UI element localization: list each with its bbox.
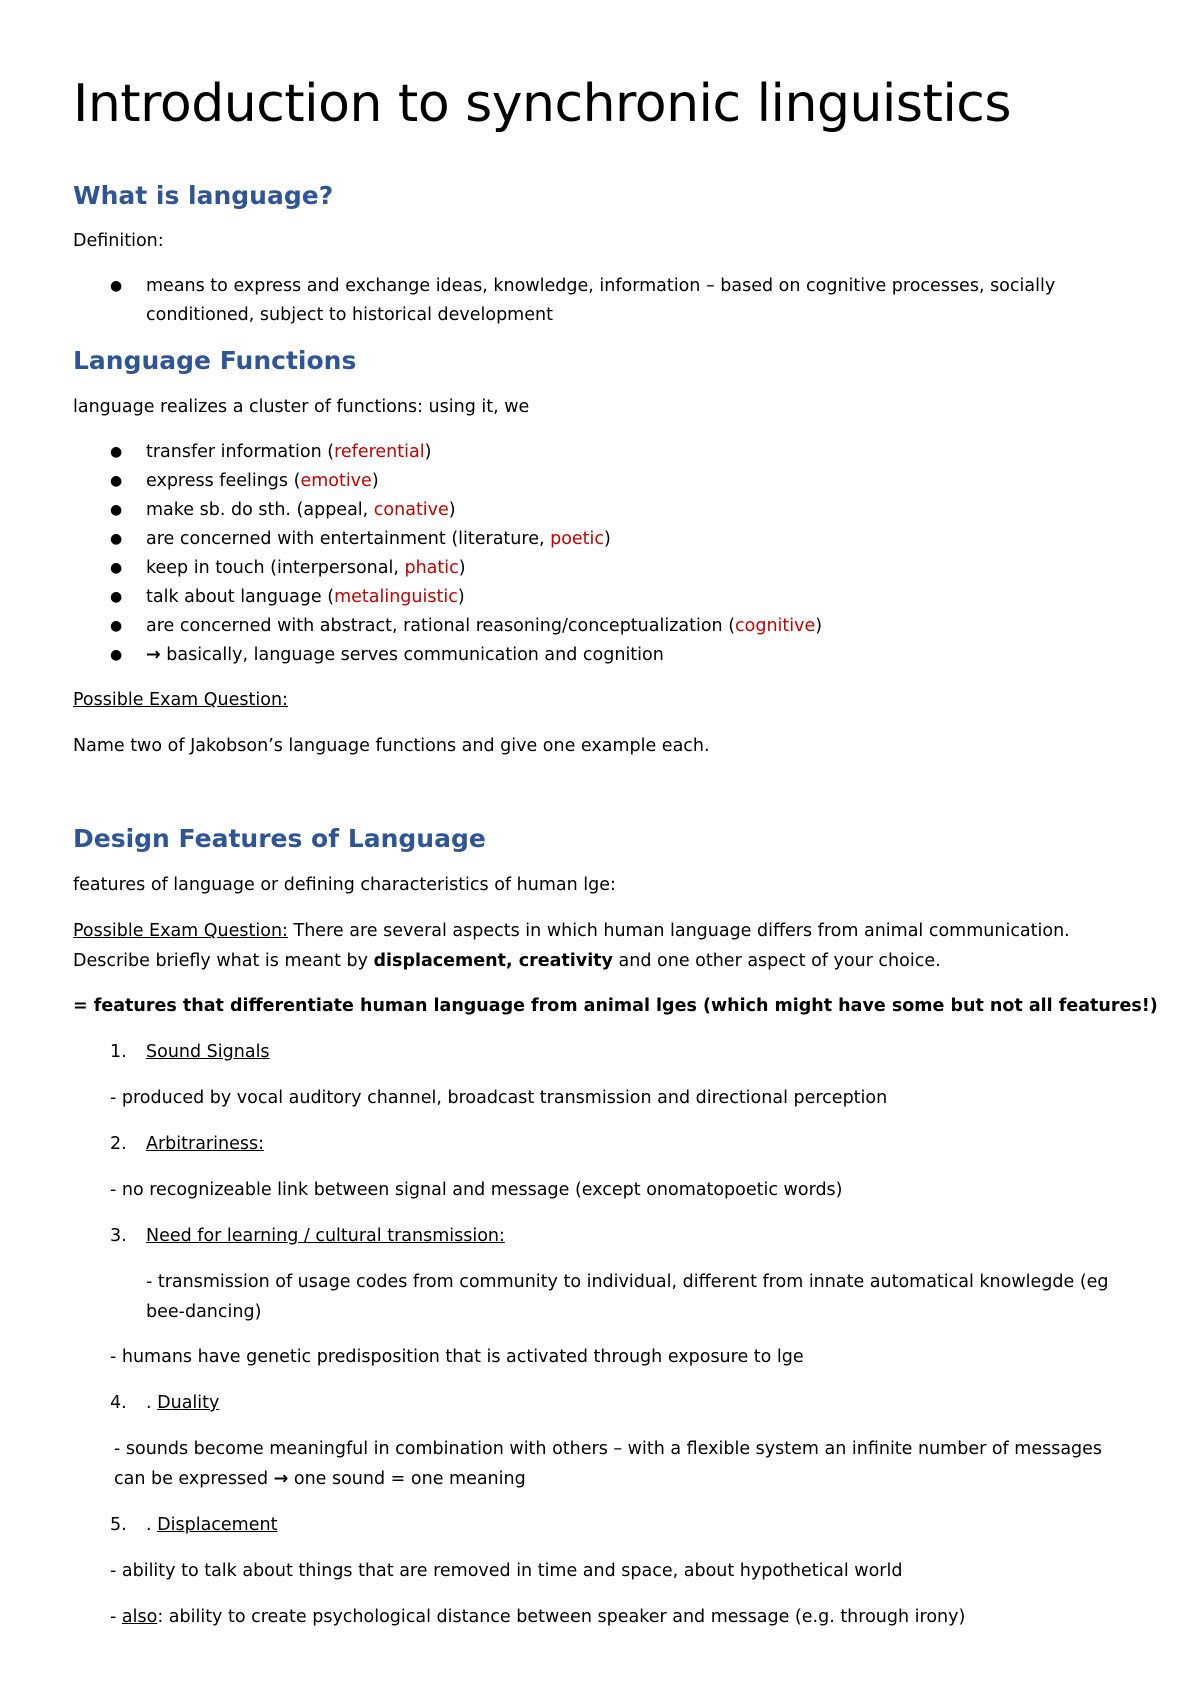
feature-2-desc: - no recognizeable link between signal and message (except onomatopoetic words): [110, 1180, 843, 1200]
exam-question-2-line-2: Describe briefly what is meant by displacement, creativity and one other aspect of your choice.: [73, 951, 941, 971]
feature-cultural-transmission: Need for learning / cultural transmission:: [146, 1226, 505, 1246]
list-number: 5.: [110, 1515, 127, 1535]
definition-label: Definition:: [73, 231, 164, 251]
heading-what-is-language: What is language?: [73, 181, 334, 210]
list-number: 2.: [110, 1134, 127, 1154]
exam-question-label: Possible Exam Question:: [73, 690, 288, 710]
feature-1-desc: - produced by vocal auditory channel, broadcast transmission and directional perception: [110, 1088, 888, 1108]
feature-sound-signals: Sound Signals: [146, 1042, 270, 1062]
bullet-icon: ●: [110, 589, 123, 605]
arrow-right-icon: →: [273, 1469, 289, 1489]
feature-5-desc-1: - ability to talk about things that are removed in time and space, about hypothetical world: [110, 1561, 903, 1581]
feature-3-desc-line-2: bee-dancing): [146, 1302, 262, 1322]
feature-4-desc-line-1: - sounds become meaningful in combination with others – with a flexible system an infinite number of messages: [114, 1439, 1103, 1459]
feature-3-desc-line-1: - transmission of usage codes from community to individual, different from innate automatical knowlegde (eg: [146, 1272, 1109, 1292]
bullet-icon: ●: [110, 618, 123, 634]
bullet-icon: ●: [110, 502, 123, 518]
feature-duality: . Duality: [146, 1393, 220, 1413]
function-item: express feelings (emotive): [146, 471, 379, 491]
list-number: 3.: [110, 1226, 127, 1246]
feature-5-desc-2: - also: ability to create psychological distance between speaker and message (e.g. through irony): [110, 1607, 966, 1627]
functions-intro: language realizes a cluster of functions: using it, we: [73, 397, 530, 417]
function-item: are concerned with abstract, rational reasoning/conceptualization (cognitive): [146, 616, 823, 636]
feature-arbitrariness: Arbitrariness:: [146, 1134, 264, 1154]
list-number: 1.: [110, 1042, 127, 1062]
heading-design-features: Design Features of Language: [73, 824, 486, 853]
features-statement: = features that differentiate human language from animal lges (which might have some but not all features!): [73, 996, 1158, 1016]
bullet-icon: ●: [110, 473, 123, 489]
page-title: Introduction to synchronic linguistics: [73, 74, 1011, 134]
list-number: 4.: [110, 1393, 127, 1413]
function-item: talk about language (metalinguistic): [146, 587, 465, 607]
bullet-icon: ●: [110, 531, 123, 547]
bullet-icon: ●: [110, 647, 123, 663]
definition-line-1: means to express and exchange ideas, knowledge, information – based on cognitive processes, socially: [146, 276, 1056, 296]
feature-displacement: . Displacement: [146, 1515, 278, 1535]
function-item-summary: → basically, language serves communication and cognition: [146, 645, 664, 665]
design-features-intro: features of language or defining characteristics of human lge:: [73, 875, 616, 895]
feature-4-desc-line-2: can be expressed → one sound = one meaning: [114, 1469, 526, 1489]
arrow-right-icon: →: [146, 645, 161, 665]
exam-question-text: Name two of Jakobson’s language functions and give one example each.: [73, 736, 710, 756]
exam-question-2-line-1: Possible Exam Question: There are several aspects in which human language differs from animal communication.: [73, 921, 1070, 941]
feature-3-desc-2: - humans have genetic predisposition that is activated through exposure to lge: [110, 1347, 804, 1367]
function-item: transfer information (referential): [146, 442, 432, 462]
heading-language-functions: Language Functions: [73, 346, 357, 375]
bullet-icon: ●: [110, 278, 123, 294]
function-item: are concerned with entertainment (literature, poetic): [146, 529, 611, 549]
function-item: make sb. do sth. (appeal, conative): [146, 500, 456, 520]
bullet-icon: ●: [110, 560, 123, 576]
definition-line-2: conditioned, subject to historical development: [146, 305, 553, 325]
function-item: keep in touch (interpersonal, phatic): [146, 558, 466, 578]
bullet-icon: ●: [110, 444, 123, 460]
